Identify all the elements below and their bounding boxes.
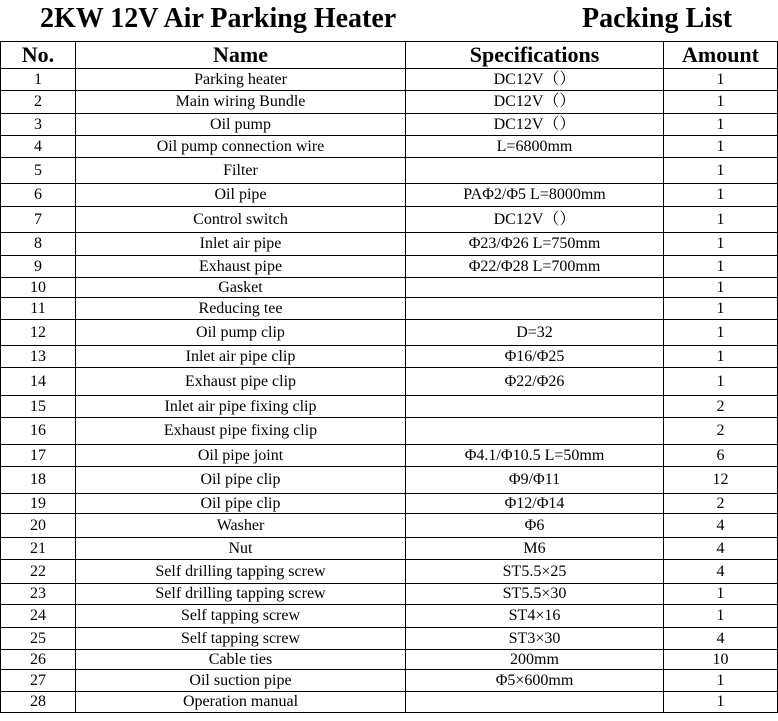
- cell-amount: 1: [664, 605, 778, 628]
- cell-no: 8: [1, 233, 76, 256]
- cell-name: Oil suction pipe: [76, 670, 406, 692]
- cell-name: Oil pump connection wire: [76, 136, 406, 158]
- cell-name: Self tapping screw: [76, 605, 406, 628]
- cell-specification: D=32: [406, 320, 664, 346]
- cell-name: Oil pump clip: [76, 320, 406, 346]
- cell-no: 5: [1, 158, 76, 184]
- table-row: [1, 233, 778, 256]
- cell-specification: 200mm: [406, 650, 664, 670]
- cell-name: Oil pump: [76, 114, 406, 136]
- cell-amount: 1: [664, 136, 778, 158]
- cell-specification: Φ12/Φ14: [406, 494, 664, 514]
- column-header-name: Name: [76, 42, 406, 69]
- cell-no: 2: [1, 91, 76, 114]
- column-header-no: No.: [1, 42, 76, 69]
- cell-amount: 10: [664, 650, 778, 670]
- table-row: [1, 256, 778, 278]
- cell-name: Filter: [76, 158, 406, 184]
- table-row: [1, 207, 778, 233]
- cell-no: 20: [1, 514, 76, 538]
- cell-specification: DC12V（）: [406, 91, 664, 114]
- cell-no: 13: [1, 346, 76, 368]
- cell-no: 28: [1, 692, 76, 713]
- cell-no: 18: [1, 467, 76, 494]
- cell-name: Inlet air pipe fixing clip: [76, 396, 406, 418]
- cell-amount: 1: [664, 69, 778, 91]
- cell-amount: 1: [664, 346, 778, 368]
- cell-specification: Φ16/Φ25: [406, 346, 664, 368]
- column-header-amount: Amount: [664, 42, 778, 69]
- cell-name: Washer: [76, 514, 406, 538]
- cell-name: Exhaust pipe: [76, 256, 406, 278]
- cell-name: Main wiring Bundle: [76, 91, 406, 114]
- cell-amount: 12: [664, 467, 778, 494]
- table-row: [1, 514, 778, 538]
- cell-name: Reducing tee: [76, 298, 406, 320]
- table-row: [1, 445, 778, 467]
- cell-no: 11: [1, 298, 76, 320]
- cell-no: 1: [1, 69, 76, 91]
- cell-specification: Φ4.1/Φ10.5 L=50mm: [406, 445, 664, 467]
- packing-list-table: [0, 41, 778, 713]
- cell-amount: 1: [664, 207, 778, 233]
- table-row: [1, 467, 778, 494]
- table-row: [1, 158, 778, 184]
- cell-name: Oil pipe joint: [76, 445, 406, 467]
- cell-no: 10: [1, 278, 76, 298]
- cell-amount: 2: [664, 396, 778, 418]
- cell-specification: [406, 158, 664, 184]
- cell-specification: DC12V（）: [406, 69, 664, 91]
- table-row: [1, 368, 778, 396]
- cell-specification: DC12V（）: [406, 114, 664, 136]
- table-row: [1, 650, 778, 670]
- cell-name: Operation manual: [76, 692, 406, 713]
- cell-specification: Φ9/Φ11: [406, 467, 664, 494]
- cell-name: Exhaust pipe fixing clip: [76, 418, 406, 445]
- cell-amount: 1: [664, 320, 778, 346]
- cell-specification: Φ5×600mm: [406, 670, 664, 692]
- cell-name: Oil pipe clip: [76, 494, 406, 514]
- cell-name: Inlet air pipe clip: [76, 346, 406, 368]
- cell-specification: [406, 298, 664, 320]
- table-row: [1, 494, 778, 514]
- cell-no: 16: [1, 418, 76, 445]
- cell-name: Gasket: [76, 278, 406, 298]
- cell-no: 9: [1, 256, 76, 278]
- cell-name: Oil pipe: [76, 184, 406, 207]
- cell-specification: Φ22/Φ28 L=700mm: [406, 256, 664, 278]
- table-row: [1, 278, 778, 298]
- cell-no: 6: [1, 184, 76, 207]
- table-row: [1, 346, 778, 368]
- cell-specification: [406, 278, 664, 298]
- cell-specification: ST3×30: [406, 628, 664, 650]
- cell-amount: 1: [664, 158, 778, 184]
- cell-name: Exhaust pipe clip: [76, 368, 406, 396]
- cell-no: 23: [1, 584, 76, 605]
- cell-specification: Φ22/Φ26: [406, 368, 664, 396]
- table-row: [1, 692, 778, 713]
- cell-amount: 1: [664, 298, 778, 320]
- table-row: [1, 605, 778, 628]
- cell-no: 15: [1, 396, 76, 418]
- cell-name: Self drilling tapping screw: [76, 560, 406, 584]
- cell-name: Self tapping screw: [76, 628, 406, 650]
- table-row: [1, 560, 778, 584]
- table-row: [1, 584, 778, 605]
- cell-specification: Φ23/Φ26 L=750mm: [406, 233, 664, 256]
- table-row: [1, 628, 778, 650]
- cell-no: 14: [1, 368, 76, 396]
- document-subtitle: Packing List: [582, 3, 733, 34]
- cell-no: 12: [1, 320, 76, 346]
- table-row: [1, 418, 778, 445]
- cell-amount: 1: [664, 278, 778, 298]
- table-row: [1, 298, 778, 320]
- table-row: [1, 136, 778, 158]
- cell-specification: [406, 692, 664, 713]
- cell-specification: ST4×16: [406, 605, 664, 628]
- cell-amount: 2: [664, 494, 778, 514]
- cell-amount: 1: [664, 91, 778, 114]
- cell-specification: ST5.5×25: [406, 560, 664, 584]
- cell-amount: 1: [664, 114, 778, 136]
- cell-specification: PAΦ2/Φ5 L=8000mm: [406, 184, 664, 207]
- cell-name: Oil pipe clip: [76, 467, 406, 494]
- cell-name: Parking heater: [76, 69, 406, 91]
- cell-amount: 1: [664, 692, 778, 713]
- cell-no: 25: [1, 628, 76, 650]
- table-row: [1, 670, 778, 692]
- table-row: [1, 114, 778, 136]
- cell-specification: DC12V（）: [406, 207, 664, 233]
- cell-no: 3: [1, 114, 76, 136]
- cell-no: 24: [1, 605, 76, 628]
- cell-amount: 1: [664, 368, 778, 396]
- cell-amount: 4: [664, 560, 778, 584]
- title-bar: [0, 0, 778, 40]
- cell-no: 22: [1, 560, 76, 584]
- cell-amount: 4: [664, 514, 778, 538]
- cell-no: 21: [1, 538, 76, 560]
- cell-no: 7: [1, 207, 76, 233]
- table-header-row: [1, 42, 778, 69]
- cell-no: 27: [1, 670, 76, 692]
- cell-name: Inlet air pipe: [76, 233, 406, 256]
- cell-amount: 1: [664, 584, 778, 605]
- cell-name: Control switch: [76, 207, 406, 233]
- cell-specification: M6: [406, 538, 664, 560]
- cell-amount: 4: [664, 538, 778, 560]
- cell-no: 17: [1, 445, 76, 467]
- cell-amount: 1: [664, 670, 778, 692]
- cell-name: Self drilling tapping screw: [76, 584, 406, 605]
- cell-specification: L=6800mm: [406, 136, 664, 158]
- cell-amount: 4: [664, 628, 778, 650]
- table-row: [1, 320, 778, 346]
- table-row: [1, 538, 778, 560]
- cell-amount: 1: [664, 184, 778, 207]
- table-row: [1, 69, 778, 91]
- table-body: [1, 69, 778, 713]
- cell-no: 4: [1, 136, 76, 158]
- cell-amount: 2: [664, 418, 778, 445]
- table-row: [1, 184, 778, 207]
- cell-specification: [406, 396, 664, 418]
- cell-specification: Φ6: [406, 514, 664, 538]
- cell-amount: 1: [664, 233, 778, 256]
- table-row: [1, 91, 778, 114]
- column-header-specifications: Specifications: [406, 42, 664, 69]
- cell-no: 19: [1, 494, 76, 514]
- cell-specification: [406, 418, 664, 445]
- cell-name: Nut: [76, 538, 406, 560]
- cell-amount: 1: [664, 256, 778, 278]
- cell-amount: 6: [664, 445, 778, 467]
- cell-name: Cable ties: [76, 650, 406, 670]
- cell-no: 26: [1, 650, 76, 670]
- cell-specification: ST5.5×30: [406, 584, 664, 605]
- table-row: [1, 396, 778, 418]
- document-title: 2KW 12V Air Parking Heater: [40, 3, 397, 34]
